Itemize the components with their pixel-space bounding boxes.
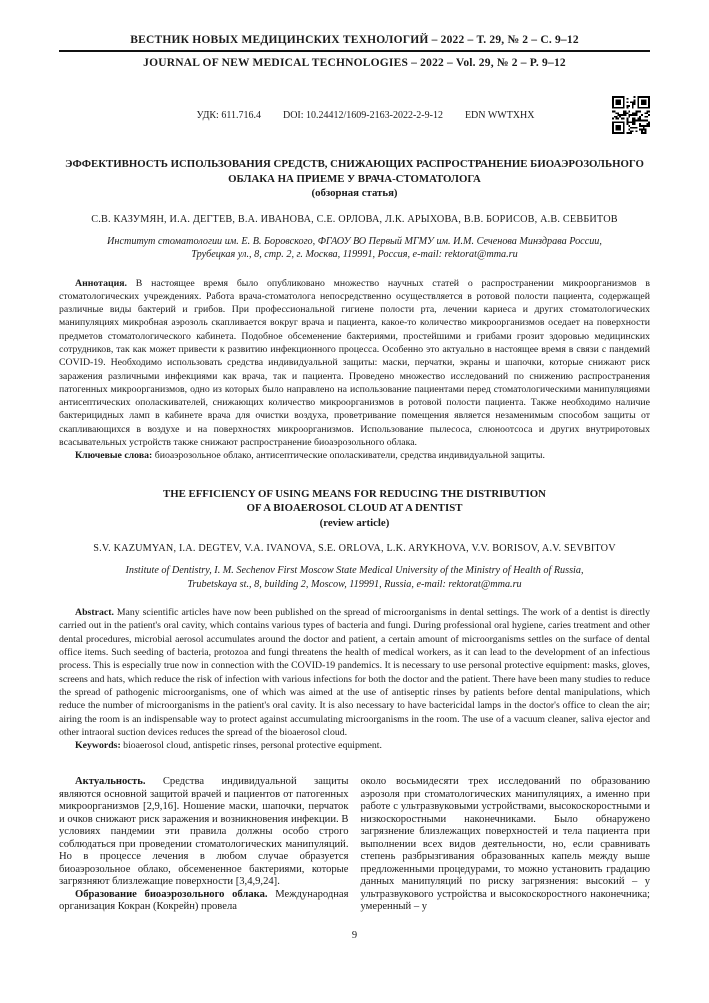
paragraph-relevance-label: Актуальность. [75, 776, 146, 788]
affiliation-ru [59, 235, 650, 262]
doi-code: DOI: 10.24412/1609-2163-2022-2-9-12 [282, 109, 443, 121]
qr-code-icon [612, 96, 650, 134]
paragraph-cloud-formation-label: Образование биоаэрозольного облака. [75, 888, 268, 900]
russian-title-block [59, 157, 650, 201]
article-type-ru: (обзорная статья) [311, 187, 398, 199]
affiliation-en-line2: Trubetskaya st., 8, building 2, Moscow, 119991, Russia, e-mail: rektorat@mma.ru [187, 578, 522, 590]
header-rule [59, 50, 650, 52]
authors-ru: С.В. КАЗУМЯН, И.А. ДЕГТЕВ, В.А. ИВАНОВА, С.Е. ОРЛОВА, Л.К. АРЫХОВА, В.В. БОРИСОВ, А.В. СЕВБИТОВ [91, 213, 618, 225]
keywords-ru-label: Ключевые слова: [75, 450, 153, 462]
page-number: 9 [351, 930, 358, 941]
abstract-ru-text: В настоящее время было опубликовано множество научных статей о распространении микроорганизмов в стоматологических учреждениях. Работа врача-стоматолога непосредственно осуществляется в ротовой полости пациента, содержащей различные виды бактерий и грибов. При профессиональной гигиене полости рта, лечении кариеса и других стоматологических манипуляциях микробная аэрозоль скапливается вокруг врача и пациента, какое-то количество микроорганизмов оседает на поверхности предметов стоматологического кабинета. Подобное обсеменение бактериями, простейшими и грибами грозит здоровью медицинских сотрудников, так как может привести к развитию инфекционного процесса. Особенно это актуально в настоящее время в связи с пандемий COVID-19. Необходимо использовать средства индивидуальной защиты: маски, перчатки, экраны и шапочки, которые снижают риск заражения различными инфекциями как врача, так и пациента. Проведено множество исследований по снижению распространения патогенных микроорганизмов, одно из которых было направлено на использование пациентами перед стоматологическими манипуляциями антисептических ополаскивателей, снижающих количество микроорганизмов в ротовой полости пациента. Также необходимо наличие бактерицидных ламп в кабинете врача для очистки воздуха, проветривание помещения является незаменимым способом защиты от скапливающихся в воздухе и на поверхностях микроорганизмов. Использование пылесоса, слюноотсоса и других внутриротовых всасывательных устройств также снижают распространение биоаэрозольного облака. [59, 277, 650, 449]
paragraph-relevance [59, 776, 349, 889]
abstract-en-text: Many scientific articles have now been published on the spread of microorganisms in dental settings. The work of a dentist is directly carried out in the patient's oral cavity, which contains various types of bacteria and fungi. During professional oral hygiene, caries treatment and other dental procedures, microbial aerosol accumulates around the doctor and patient, a certain amount of microorganisms settles on the surface of dental office items. Such seeding of bacteria, protozoa and fungi threatens the health of medical workers, as it can lead to the development of an infectious process. This is especially true now in connection with the COVID-19 pandemics. It is necessary to use personal protective equipment: masks, gloves, screens and hats, which reduce the risk of infection with various infections for both the doctor and the patient. There have been many studies to reduce the spread of pathogenic microorganisms, one of which was aimed at the use of antiseptic rinses by patients before dental manipulations, which reduce the number of microorganisms in the patient's oral cavity. It is also necessary to have bactericidal lamps in the doctor's office to clean the air; airing the room is an indispensable way to protect against accumulating microorganisms in the room. The use of a vacuum cleaner, saliva ejector and other intraoral suction devices reduces the spread of the bioaerosol cloud. [59, 607, 650, 738]
paragraph-cloud-formation-text: Международная организация Кокран (Кокрейн) провела [59, 888, 349, 913]
article-body [59, 776, 650, 914]
abstract-en-label: Abstract. [75, 607, 114, 619]
article-meta-row [59, 95, 650, 135]
paragraph-continuation: около восьмидесяти трех исследований по образованию аэрозоля при стоматологических манипуляциях, а именно при работе с ультразвуковыми устройствами, высокоскоростными и низкоскоростными наконечниками. Было обнаружено загрязнение близлежащих поверхностей и тела пациента при выполнении всех видов деятельности, но, если сравнивать степень разбрызгивания образованных капель между выше предложенными процедурами, то можно установить градацию данных манипуляций по риску загрязнения: высокий – у ультразвукового устройства и высокоскоростного наконечника; умеренный – у [360, 776, 650, 913]
affiliation-ru-line2: Трубецкая ул., 8, стр. 2, г. Москва, 119991, Россия, e-mail: rektorat@mma.ru [191, 249, 518, 260]
journal-header [59, 34, 650, 69]
abstract-ru-label: Аннотация. [75, 277, 128, 289]
affiliation-en-line1: Institute of Dentistry, I. M. Sechenov First Moscow State Medical University of the Ministry of Health of Russia, [125, 565, 584, 577]
affiliation-ru-line1: Институт стоматологии им. Е. В. Боровского, ФГАОУ ВО Первый МГМУ им. И.М. Сеченова Минздрава России, [107, 235, 602, 247]
keywords-en [59, 739, 650, 752]
abstract-ru [59, 277, 650, 450]
keywords-en-label: Keywords: [75, 740, 121, 752]
journal-title-en: JOURNAL OF NEW MEDICAL TECHNOLOGIES – 2022 – Vol. 29, № 2 – P. 9–12 [143, 57, 566, 69]
body-right-column [361, 776, 651, 914]
keywords-ru [59, 449, 650, 462]
body-left-column [59, 776, 349, 914]
article-title-ru: ЭФФЕКТИВНОСТЬ ИСПОЛЬЗОВАНИЯ СРЕДСТВ, СНИЖАЮЩИХ РАСПРОСТРАНЕНИЕ БИОАЭРОЗОЛЬНОГО [65, 158, 644, 170]
article-title-en: THE EFFICIENCY OF USING MEANS FOR REDUCING THE DISTRIBUTION [163, 487, 546, 500]
edn-code: EDN WWTXHX [464, 109, 535, 121]
article-type-en: (review article) [319, 516, 390, 529]
paragraph-cloud-formation [59, 889, 349, 914]
article-identifiers [59, 110, 612, 121]
abstract-en [59, 606, 650, 739]
article-title-ru-line2: ОБЛАКА НА ПРИЕМЕ У ВРАЧА-СТОМАТОЛОГА [228, 172, 481, 185]
paragraph-relevance-text: Средства индивидуальной защиты являются основной защитой врачей и пациентов от патогенных микроорганизмов [2,9,16]. Ношение маски, шапочки, перчаток и очков снижают риск заражения и возникновения инфекции. В условиях пандемии эти правила должны особо строго соблюдаться при проведении стоматологических манипуляций. Но в процессе лечения в любом случае образуется биоаэрозольное облако, обсемененное бактериями, которые загрязняют близлежащие поверхности [3,4,9,24]. [59, 776, 349, 888]
udk-code: УДК: 611.716.4 [196, 109, 261, 121]
keywords-en-text: bioaerosol cloud, antispetic rinses, personal protective equipment. [120, 740, 382, 752]
journal-title-ru: ВЕСТНИК НОВЫХ МЕДИЦИНСКИХ ТЕХНОЛОГИЙ – 2022 – Т. 29, № 2 – С. 9–12 [130, 34, 579, 46]
abstract-en-block [59, 606, 650, 752]
affiliation-en [59, 564, 650, 591]
article-title-en-line2: OF A BIOAEROSOL CLOUD AT A DENTIST [246, 502, 463, 515]
keywords-ru-text: биоаэрозольное облако, антисептические ополаскиватели, средства индивидуальной защиты. [152, 450, 545, 462]
english-title-block [59, 487, 650, 531]
authors-en: S.V. KAZUMYAN, I.A. DEGTEV, V.A. IVANOVA, S.E. ORLOVA, L.K. ARYKHOVA, V.V. BORISOV, A.V. SEVBITOV [93, 543, 616, 555]
abstract-ru-block [59, 277, 650, 463]
